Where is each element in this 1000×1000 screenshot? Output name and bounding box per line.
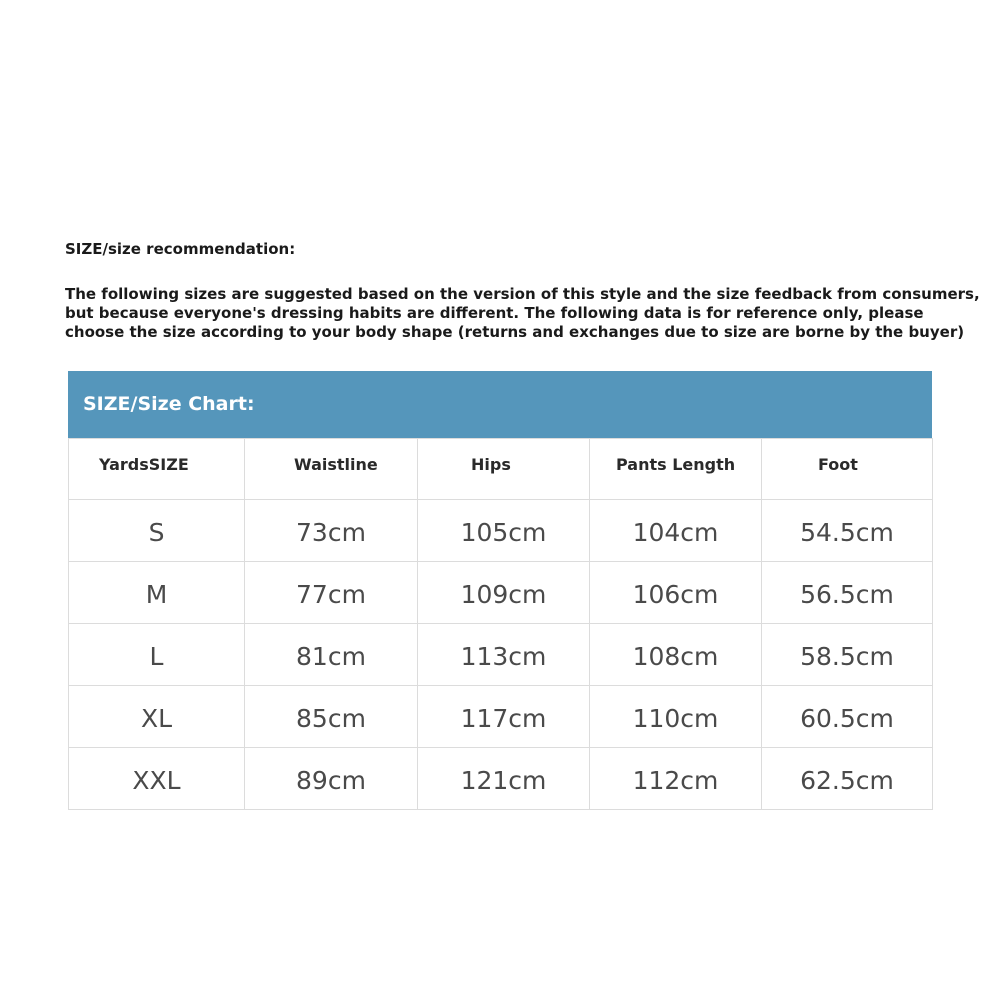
- size-recommendation-heading: SIZE/size recommendation:: [65, 240, 296, 258]
- size-cell: XXL: [69, 748, 245, 810]
- size-chart-table: [68, 438, 933, 810]
- hips-cell: 105cm: [418, 500, 590, 562]
- column-header-size: YardsSIZE: [69, 439, 245, 500]
- notice-line: choose the size according to your body shape (returns and exchanges due to size are borne by the buyer): [65, 323, 965, 341]
- table-row: [69, 686, 933, 748]
- foot-cell: 58.5cm: [762, 624, 933, 686]
- foot-cell: 54.5cm: [762, 500, 933, 562]
- table-row: [69, 748, 933, 810]
- table-row: [69, 500, 933, 562]
- pants-length-cell: 106cm: [590, 562, 762, 624]
- pants-length-cell: 108cm: [590, 624, 762, 686]
- hips-cell: 117cm: [418, 686, 590, 748]
- column-header-waistline: Waistline: [245, 439, 418, 500]
- notice-line: but because everyone's dressing habits are different. The following data is for reference only, please: [65, 304, 924, 322]
- size-cell: XL: [69, 686, 245, 748]
- table-row: [69, 624, 933, 686]
- column-header-pants-length: Pants Length: [590, 439, 762, 500]
- foot-cell: 62.5cm: [762, 748, 933, 810]
- notice-line: The following sizes are suggested based on the version of this style and the size feedback from consumers,: [65, 285, 980, 303]
- hips-cell: 121cm: [418, 748, 590, 810]
- pants-length-cell: 110cm: [590, 686, 762, 748]
- foot-cell: 56.5cm: [762, 562, 933, 624]
- table-row: [69, 562, 933, 624]
- waistline-cell: 81cm: [245, 624, 418, 686]
- size-chart-title: SIZE/Size Chart:: [68, 371, 932, 438]
- pants-length-cell: 104cm: [590, 500, 762, 562]
- size-notice-paragraph: [65, 285, 980, 342]
- pants-length-cell: 112cm: [590, 748, 762, 810]
- hips-cell: 109cm: [418, 562, 590, 624]
- waistline-cell: 85cm: [245, 686, 418, 748]
- size-chart: [68, 371, 932, 810]
- waistline-cell: 77cm: [245, 562, 418, 624]
- column-header-foot: Foot: [762, 439, 933, 500]
- column-header-hips: Hips: [418, 439, 590, 500]
- foot-cell: 60.5cm: [762, 686, 933, 748]
- size-cell: S: [69, 500, 245, 562]
- table-header-row: [69, 439, 933, 500]
- hips-cell: 113cm: [418, 624, 590, 686]
- size-cell: L: [69, 624, 245, 686]
- waistline-cell: 89cm: [245, 748, 418, 810]
- waistline-cell: 73cm: [245, 500, 418, 562]
- size-cell: M: [69, 562, 245, 624]
